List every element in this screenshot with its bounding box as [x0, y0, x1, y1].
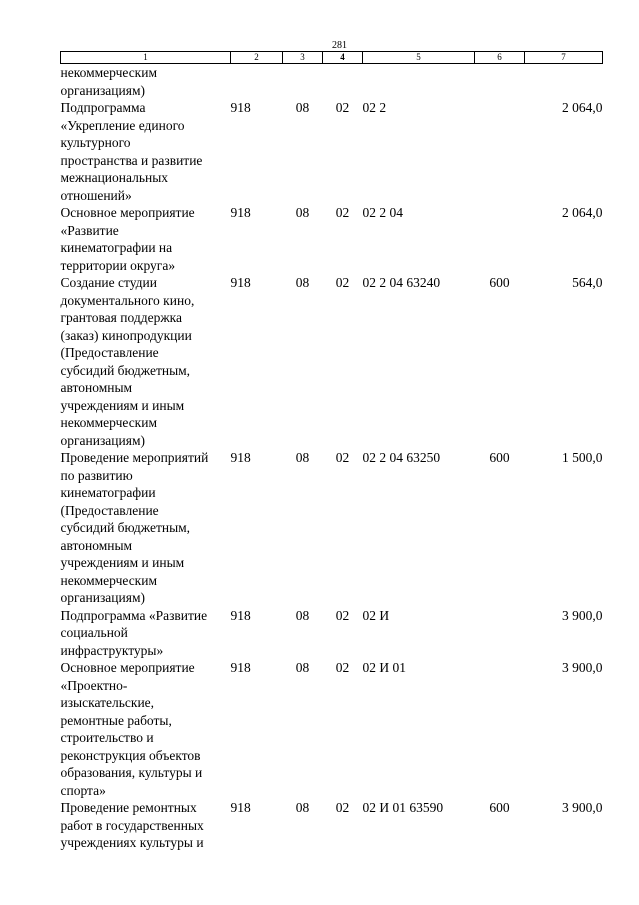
amount-cell: [525, 64, 603, 100]
expense-type-cell: [475, 64, 525, 100]
subsection-code-cell: [323, 64, 363, 100]
table-row: [61, 799, 603, 852]
expense-type-cell: [475, 659, 525, 799]
amount-cell: 3 900,0: [562, 660, 603, 675]
row-name-cell: Создание студии документального кино, грантовая поддержка (заказ) кинопродукции (Предоставление субсидий бюджетным, автономным учреждениям и иным некоммерческим организациям): [60, 275, 195, 448]
department-code-cell: [231, 64, 283, 100]
department-code-cell: 918: [230, 607, 251, 623]
department-code-cell: 918: [230, 275, 251, 290]
amount-cell: 3 900,0: [562, 800, 603, 815]
column-header: 1: [61, 52, 231, 64]
table-row: [61, 99, 603, 204]
row-name-cell: Основное мероприятие «Проектно- изыскательские, ремонтные работы, строительство и реконструкция объектов образования, культуры и спорта»: [60, 660, 203, 798]
target-item-cell: 02 2: [362, 100, 387, 115]
table-row: [61, 64, 603, 100]
table-row: [61, 607, 603, 660]
department-code-cell: 918: [230, 205, 251, 220]
section-code-cell: 08: [295, 450, 310, 465]
subsection-code-cell: 02: [335, 450, 350, 465]
expense-type-cell: [475, 607, 525, 660]
row-name-cell: Проведение ремонтных работ в государственных учреждениях культуры и: [60, 800, 204, 850]
subsection-code-cell: 02: [335, 660, 350, 675]
page-number: 281: [332, 40, 347, 51]
subsection-code-cell: 02: [335, 607, 350, 623]
amount-cell: 564,0: [572, 275, 603, 290]
subsection-code-cell: 02: [335, 205, 350, 220]
expense-type-cell: [475, 204, 525, 274]
row-name-cell: Проведение мероприятий по развитию кинематографии (Предоставление субсидий бюджетным, автономным учреждениям и иным некоммерческим организациям): [60, 450, 209, 605]
target-item-cell: 02 2 04 63250: [362, 450, 441, 465]
subsection-code-cell: 02: [335, 800, 350, 815]
table-row: [61, 204, 603, 274]
section-code-cell: 08: [295, 660, 310, 675]
target-item-cell: 02 И 01 63590: [362, 800, 444, 815]
department-code-cell: 918: [230, 800, 251, 815]
amount-cell: 2 064,0: [562, 100, 603, 115]
budget-table: [60, 51, 603, 852]
column-header: 5: [363, 52, 475, 64]
subsection-code-cell: 02: [335, 275, 350, 290]
table-row: [61, 274, 603, 449]
table-row: [61, 449, 603, 607]
target-item-cell: 02 И: [362, 607, 390, 623]
column-header: 4: [323, 52, 363, 64]
expense-type-cell: [475, 99, 525, 204]
row-name-cell: Подпрограмма «Укрепление единого культурного пространства и развитие межнациональных отношений»: [60, 100, 203, 203]
row-name-cell: Основное мероприятие «Развитие кинематографии на территории округа»: [60, 205, 195, 273]
row-name-cell: некоммерческим организациям): [60, 65, 158, 98]
section-code-cell: 08: [295, 275, 310, 290]
amount-cell: 2 064,0: [562, 205, 603, 220]
expense-type-cell: 600: [489, 275, 510, 290]
expense-type-cell: 600: [489, 450, 510, 465]
target-item-cell: 02 2 04: [362, 205, 403, 220]
section-code-cell: 08: [295, 800, 310, 815]
column-header: 7: [525, 52, 603, 64]
row-name-cell: Подпрограмма «Развитие социальной инфраструктуры»: [60, 607, 208, 658]
subsection-code-cell: 02: [335, 100, 350, 115]
column-header: 6: [475, 52, 525, 64]
department-code-cell: 918: [230, 660, 251, 675]
target-item-cell: 02 И 01: [362, 660, 406, 675]
department-code-cell: 918: [230, 450, 251, 465]
table-header-row: [61, 52, 603, 64]
section-code-cell: 08: [295, 607, 310, 623]
section-code-cell: 08: [295, 205, 310, 220]
target-item-cell: 02 2 04 63240: [362, 275, 441, 290]
department-code-cell: 918: [230, 100, 251, 115]
expense-type-cell: 600: [489, 800, 510, 815]
column-header: 3: [283, 52, 323, 64]
table-row: [61, 659, 603, 799]
amount-cell: 3 900,0: [562, 607, 603, 623]
section-code-cell: 08: [295, 100, 310, 115]
section-code-cell: [283, 64, 323, 100]
column-header: 2: [231, 52, 283, 64]
amount-cell: 1 500,0: [562, 450, 603, 465]
target-item-cell: [363, 64, 475, 100]
table-body: [61, 64, 603, 852]
